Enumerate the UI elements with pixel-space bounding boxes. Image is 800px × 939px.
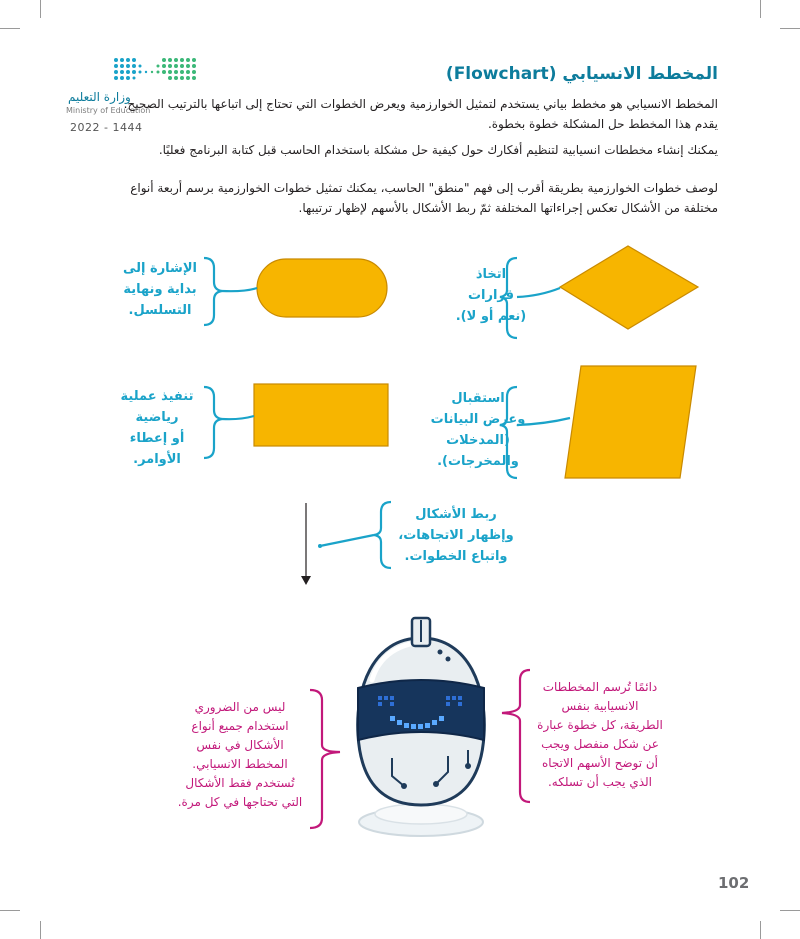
terminal-shape	[257, 259, 387, 317]
right-note-line: عن شكل منفصل ويجب	[541, 737, 659, 751]
io-label-line: والمخرجات).	[437, 454, 519, 469]
process-shape	[254, 384, 388, 446]
paragraph-line: لوصف خطوات الخوارزمية بطريقة أقرب إلى فهم "منطق" الحاسب، يمكنك تمثيل خطوات الخوارزمية برسم أربعة أنواع	[130, 181, 718, 195]
ministry-name-arabic: وزارة التعليم	[68, 90, 131, 104]
arrow-label-line: ربط الأشكال	[415, 507, 497, 522]
left-note-bracket	[310, 690, 340, 828]
terminal-label-line: التسلسل.	[128, 303, 192, 318]
ministry-name-english: Ministry of Education	[66, 106, 151, 115]
process-label-line: الأوامر.	[133, 452, 181, 467]
process-label-line: رياضية	[135, 410, 179, 425]
right-note-line: الطريقة، كل خطوة عبارة	[537, 718, 663, 732]
flow-arrow-head	[301, 576, 311, 585]
paragraph-line: يمكنك إنشاء مخططات انسيابية لتنظيم أفكارك حول كيفية حل مشكلة باستخدام الحاسب قبل كتابة البرنامج فعليًا.	[158, 143, 718, 157]
input-output-shape	[565, 366, 696, 478]
paragraph-line: المخطط الانسيابي هو مخطط بياني يستخدم لتمثيل الخوارزمية ويعرض الخطوات التي تحتاج إلى اتباعها بالترتيب الصحيح.	[123, 97, 718, 111]
terminal-label-line: الإشارة إلى	[123, 261, 197, 276]
terminal-connector	[222, 288, 257, 291]
terminal-label-line: بداية ونهاية	[123, 282, 197, 297]
left-note	[170, 698, 310, 812]
left-note-line: التي تحتاجها في كل مرة.	[177, 795, 303, 809]
io-label-line: وعرض البيانات	[430, 412, 526, 427]
paragraph-line: يقدم هذا المخطط حل المشكلة خطوة بخطوة.	[487, 117, 718, 131]
paragraph-line: مختلفة من الأشكال تعكس إجراءاتها المختلفة ثمّ ربط الأشكال بالأسهم لإظهار ترتيبها.	[298, 201, 718, 215]
arrow-label-line: واتباع الخطوات.	[404, 549, 508, 564]
arrow-label-line: وإظهار الاتجاهات،	[398, 528, 514, 543]
decision-shape	[560, 246, 698, 329]
io-label-line: (المدخلات	[446, 433, 510, 448]
process-label-line: تنفيذ عملية	[120, 389, 194, 404]
terminal-label	[110, 258, 210, 321]
decision-label-line: اتخاذ	[475, 267, 507, 282]
arrow-connector	[320, 535, 374, 546]
left-note-line: تُستخدم فقط الأشكال	[185, 776, 295, 790]
right-note-line: دائمًا تُرسم المخططات	[542, 680, 658, 694]
page-number: 102	[718, 874, 750, 892]
right-note	[526, 678, 674, 792]
left-note-line: ليس من الضروري	[194, 700, 286, 714]
robot-mascot-icon	[358, 618, 485, 836]
decision-label-line: (نعم أو لا).	[455, 309, 527, 324]
process-label-line: أو إعطاء	[129, 431, 185, 446]
arrow-label	[386, 504, 526, 567]
left-note-line: الأشكال في نفس	[196, 738, 284, 752]
right-note-line: أن توضح الأسهم الاتجاه	[541, 756, 659, 770]
left-note-line: استخدام جميع أنواع	[191, 719, 289, 733]
left-note-line: المخطط الانسيابي.	[192, 757, 288, 771]
process-connector	[222, 416, 254, 419]
right-note-line: الذي يجب أن تسلكه.	[547, 775, 653, 789]
section-title: المخطط الانسيابي (Flowchart)	[445, 64, 718, 84]
io-label	[418, 388, 538, 472]
right-note-line: الانسيابية بنفس	[561, 699, 639, 713]
academic-year: 2022 - 1444	[70, 121, 143, 134]
process-label	[102, 386, 212, 470]
decision-label	[436, 264, 546, 327]
decision-label-line: قرارات	[467, 288, 515, 303]
io-label-line: استقبال	[451, 391, 505, 406]
